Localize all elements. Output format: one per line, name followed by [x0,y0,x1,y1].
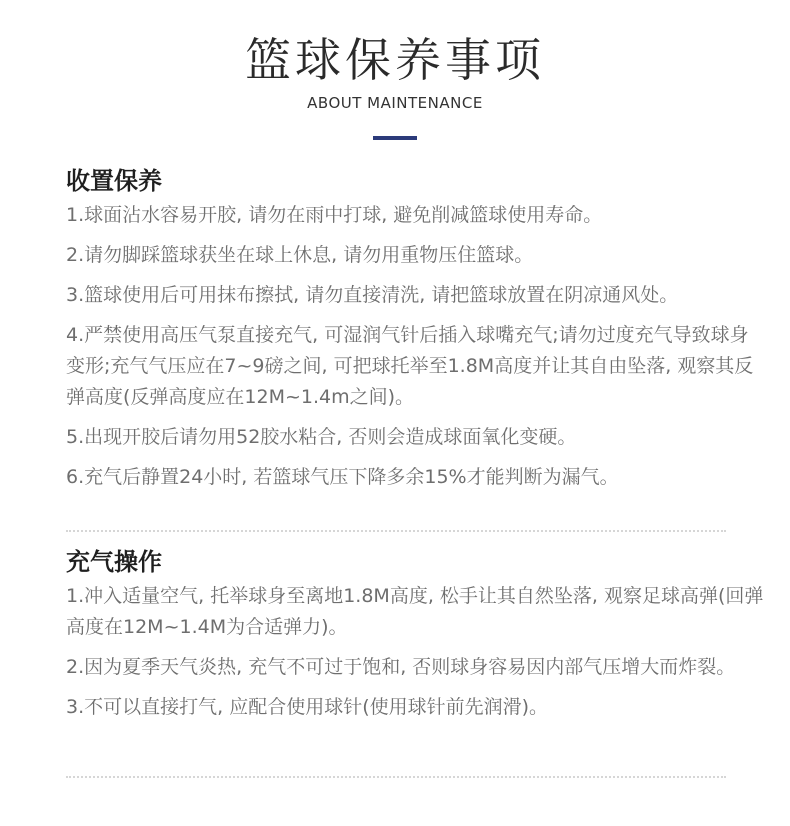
page-header [0,30,790,140]
title-accent-bar [373,136,417,140]
section-heading: 充气操作 [66,548,162,576]
section-storage-care [66,164,766,502]
list-item: 5.出现开胶后请勿用52胶水粘合, 否则会造成球面氧化变硬。 [66,426,577,448]
page-title: 篮球保养事项 [245,33,545,87]
page-subtitle: ABOUT MAINTENANCE [307,94,483,112]
section-divider [66,776,726,778]
list-item: 2.请勿脚踩篮球获坐在球上休息, 请勿用重物压住篮球。 [66,244,534,266]
list-item: 6.充气后静置24小时, 若篮球气压下降多余15%才能判断为漏气。 [66,466,619,488]
list-item: 3.不可以直接打气, 应配合使用球针(使用球针前先润滑)。 [66,696,549,718]
list-item: 1.球面沾水容易开胶, 请勿在雨中打球, 避免削减篮球使用寿命。 [66,204,603,226]
list-item: 4.严禁使用高压气泵直接充气, 可湿润气针后插入球嘴充气;请勿过度充气导致球身变形;充气气压应在7~9磅之间, 可把球托举至1.8M高度并让其自由坠落, 观察其反弹高度(反弹高度应在12M~1.4m之间)。 [66,324,754,408]
list-item: 1.冲入适量空气, 托举球身至离地1.8M高度, 松手让其自然坠落, 观察足球高弹(回弹高度在12M~1.4M为合适弹力)。 [66,585,764,638]
section-inflation [66,545,766,732]
list-item: 3.篮球使用后可用抹布擦拭, 请勿直接清洗, 请把篮球放置在阴凉通风处。 [66,284,679,306]
list-item: 2.因为夏季天气炎热, 充气不可过于饱和, 否则球身容易因内部气压增大而炸裂。 [66,656,736,678]
section-divider [66,530,726,532]
section-heading: 收置保养 [66,167,162,195]
